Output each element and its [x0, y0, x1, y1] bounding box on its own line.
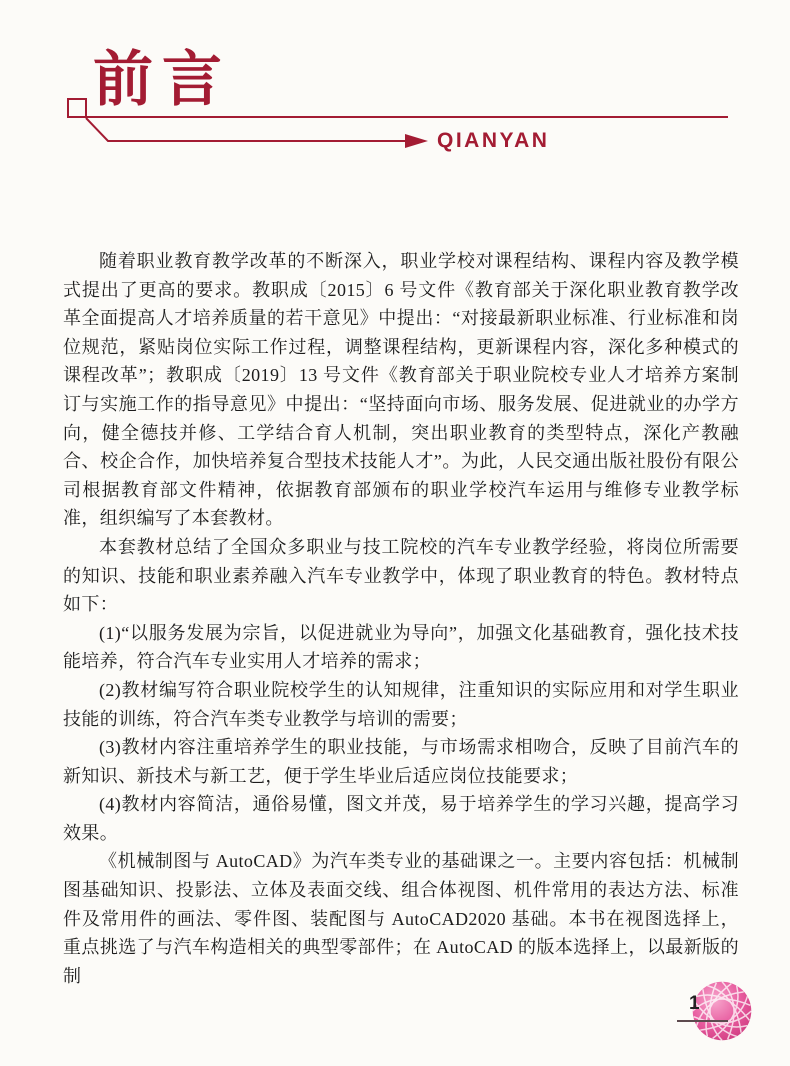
paragraph-overview: 本套教材总结了全国众多职业与技工院校的汽车专业教学经验，将岗位所需要的知识、技能和职业素养融入汽车专业教学中，体现了职业教育的特色。教材特点如下：	[63, 536, 739, 615]
pinyin-subtitle: QIANYAN	[437, 129, 550, 152]
arrow-right-icon	[405, 134, 428, 148]
paragraph-feature-3: (3)教材内容注重培养学生的职业技能，与市场需求相吻合，反映了目前汽车的新知识、新技术与新工艺，便于学生毕业后适应岗位技能要求；	[63, 737, 739, 786]
corner-square-decoration	[68, 99, 86, 117]
paragraph-intro: 随着职业教育教学改革的不断深入，职业学校对课程结构、课程内容及教学模式提出了更高的要求。教职成〔2015〕6 号文件《教育部关于深化职业教育教学改革全面提高人才培养质量的若干意见》中提出：“对接最新职业标准、行业标准和岗位规范，紧贴岗位实际工作过程，调整课程结构，更新课程内容，深化多种模式的课程改革”；教职成〔2019〕13 号文件《教育部关于职业院校专业人才培养方案制订与实施工作的指导意见》中提出：“坚持面向市场、服务发展、促进就业的办学方向，健全德技并修、工学结合育人机制，突出职业教育的类型特点，深化产教融合、校企合作，加快培养复合型技术技能人才”。为此，人民交通出版社股份有限公司根据教育部文件精神，依据教育部颁布的职业学校汽车运用与维修专业教学标准，组织编写了本套教材。	[63, 251, 739, 529]
preface-content	[63, 247, 739, 990]
paragraph-feature-2: (2)教材编写符合职业院校学生的认知规律，注重知识的实际应用和对学生职业技能的训练，符合汽车类专业教学与培训的需要；	[63, 679, 739, 729]
page-number-underline	[677, 1020, 728, 1022]
paragraph-feature-1: (1)“以服务发展为宗旨，以促进就业为导向”，加强文化基础教育，强化技术技能培养，符合汽车专业实用人才培养的需求；	[63, 622, 739, 672]
paragraph-feature-4: (4)教材内容简洁，通俗易懂，图文并茂，易于培养学生的学习兴趣，提高学习效果。	[63, 794, 739, 843]
paragraph-book-content: 《机械制图与 AutoCAD》为汽车类专业的基础课之一。主要内容包括：机械制图基础知识、投影法、立体及表面交线、组合体视图、机件常用的表达方法、标准件及常用件的画法、零件图、装配图与 AutoCAD2020 基础。本书在视图选择上，重点挑选了与汽车构造相关的典型零部件；在 AutoCAD 的版本选择上，以最新版的制	[63, 851, 739, 986]
page-title: 前言	[93, 46, 231, 113]
header-rule-decoration	[60, 91, 750, 163]
elbow-rule-line	[86, 118, 405, 141]
page-number: 1	[689, 993, 700, 1014]
